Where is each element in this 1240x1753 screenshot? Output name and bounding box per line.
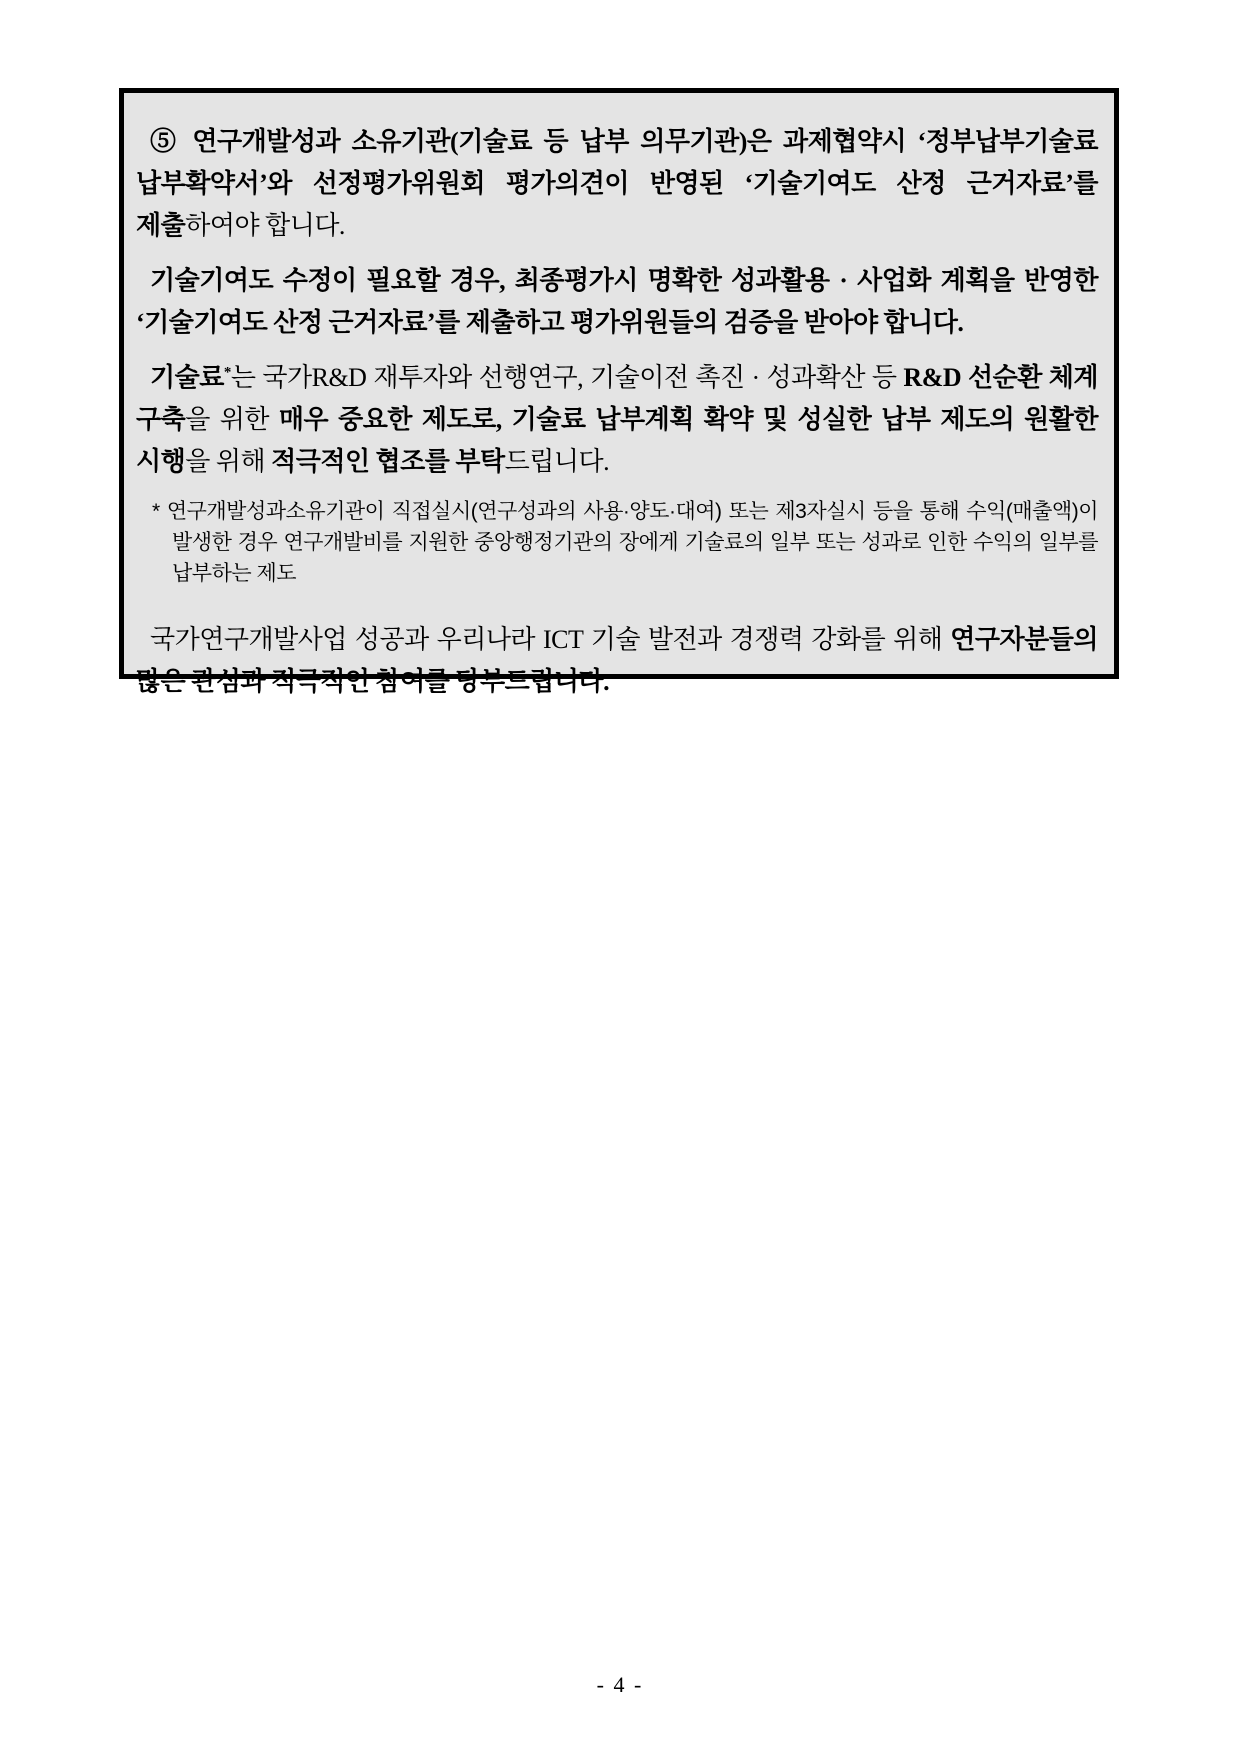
paragraph-royalty-submission bbox=[136, 121, 1098, 247]
text-segment: 연구자분들의 많은 관심과 적극적인 참여를 당부드립니다. bbox=[136, 625, 1098, 696]
text-segment: 국가연구개발사업 성공과 우리나라 ICT 기술 발전과 경쟁력 강화를 위해 bbox=[150, 625, 951, 654]
footnote-royalty-definition bbox=[152, 496, 1098, 589]
paragraph-royalty-importance bbox=[136, 357, 1098, 483]
text-segment: 하여야 합니다. bbox=[185, 211, 345, 240]
text-segment: 매우 중요한 제도로, 기술료 납부계획 확약 및 성실한 납부 제도의 원활한 시행 bbox=[136, 405, 1098, 476]
text-segment: * 연구개발성과소유기관이 직접실시(연구성과의 사용·양도·대여) 또는 제3자실시 등을 통해 수익(매출액)이 발생한 경우 연구개발비를 지원한 중앙행정기관의 장에게 기술료의 일부 또는 성과로 인한 수익의 일부를 납부하는 제도 bbox=[152, 500, 1098, 585]
text-segment: 을 위해 bbox=[185, 447, 272, 476]
text-segment: R&D 선순환 체계 구축 bbox=[136, 363, 1098, 434]
text-segment: 는 국가R&D 재투자와 선행연구, 기술이전 촉진 · 성과확산 등 bbox=[230, 363, 904, 392]
text-segment: 기술기여도 수정이 필요할 경우, 최종평가시 명확한 성과활용 · 사업화 계획을 반영한 ‘기술기여도 산정 근거자료’를 제출하고 평가위원들의 검증을 받아야 합니다. bbox=[136, 266, 1098, 337]
paragraph-closing-request bbox=[136, 619, 1098, 703]
text-segment: 드립니다. bbox=[504, 447, 610, 476]
paragraph-contribution-revision bbox=[136, 260, 1098, 344]
text-segment: ⑤ 연구개발성과 소유기관(기술료 등 납부 의무기관)은 과제협약시 ‘정부납부기술료 납부확약서’와 선정평가위원회 평가의견이 반영된 ‘기술기여도 산정 근거자료’를 제출 bbox=[136, 127, 1098, 240]
text-segment: 을 위한 bbox=[185, 405, 279, 434]
notice-box bbox=[119, 88, 1119, 696]
page-number: - 4 - bbox=[596, 1672, 644, 1697]
text-segment: 적극적인 협조를 부탁 bbox=[271, 447, 505, 476]
text-segment: 기술료 bbox=[150, 363, 224, 392]
text-segment: * bbox=[223, 364, 231, 381]
